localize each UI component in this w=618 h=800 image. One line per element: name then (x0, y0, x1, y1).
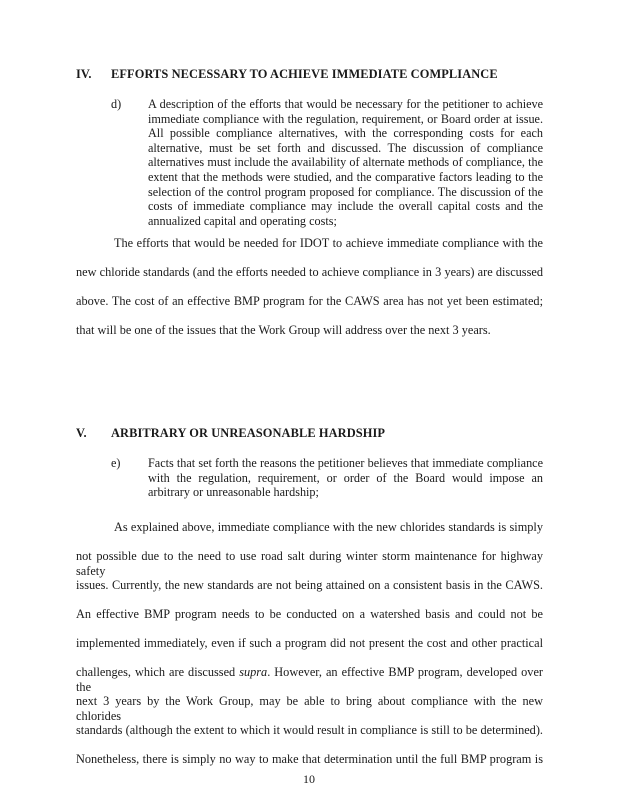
section-iv-paragraph-line: The efforts that would be needed for IDOT to achieve immediate compliance with the (114, 236, 543, 250)
section-v-paragraph-line: not possible due to the need to use road salt during winter storm maintenance for highway safety (76, 549, 543, 578)
section-iv-heading (76, 67, 498, 82)
section-iv-title: EFFORTS NECESSARY TO ACHIEVE IMMEDIATE COMPLIANCE (111, 67, 498, 81)
section-iv-number: IV. (76, 67, 92, 81)
section-v-paragraph-line: implemented immediately, even if such a program did not present the cost and other practical (76, 636, 543, 650)
section-v-paragraph-line: standards (although the extent to which it would result in compliance is still to be determined). (76, 723, 543, 737)
italic-supra: supra (239, 665, 268, 679)
section-v-title: ARBITRARY OR UNREASONABLE HARDSHIP (111, 426, 386, 440)
section-v-heading (76, 426, 385, 441)
text-segment: . However, an effective BMP program, developed over the (76, 665, 543, 694)
section-v-paragraph-line: Nonetheless, there is simply no way to make that determination until the full BMP program is (76, 752, 543, 766)
section-v-paragraph-line: issues. Currently, the new standards are not being attained on a consistent basis in the CAWS. (76, 578, 543, 592)
section-v-paragraph-line (76, 665, 543, 695)
text-segment: challenges, which are discussed (76, 665, 240, 679)
section-v-paragraph-line: An effective BMP program needs to be conducted on a watershed basis and could not be (76, 607, 543, 621)
section-v-paragraph-line: As explained above, immediate compliance with the new chlorides standards is simply (114, 520, 543, 534)
item-d-marker: d) (111, 97, 122, 111)
section-iv-paragraph-line: new chloride standards (and the efforts needed to achieve compliance in 3 years) are discussed (76, 265, 543, 279)
section-iv-paragraph-line: that will be one of the issues that the Work Group will address over the next 3 years. (76, 323, 491, 337)
section-v-paragraph-line: next 3 years by the Work Group, may be able to bring about compliance with the new chlorides (76, 694, 543, 723)
item-e-text: Facts that set forth the reasons the petitioner believes that immediate compliance with the regulation, requirement, or order of the Board would impose an arbitrary or unreasonable hardship; (148, 456, 543, 500)
page-number: 10 (303, 772, 315, 786)
section-v-number: V. (76, 426, 87, 440)
item-d-text: A description of the efforts that would be necessary for the petitioner to achieve immediate compliance with the regulation, requirement, or Board order at issue. All possible compliance alternatives, with the corresponding costs for each alternative, must be set forth and discussed. The discussion of compliance alternatives must include the availability of alternate methods of compliance, the extent that the methods were studied, and the comparative factors leading to the selection of the control program proposed for compliance. The discussion of the costs of immediate compliance may include the overall capital costs and the annualized capital and operating costs; (148, 97, 543, 228)
item-e-marker: e) (111, 456, 121, 470)
section-iv-paragraph-line: above. The cost of an effective BMP program for the CAWS area has not yet been estimated; (76, 294, 543, 308)
